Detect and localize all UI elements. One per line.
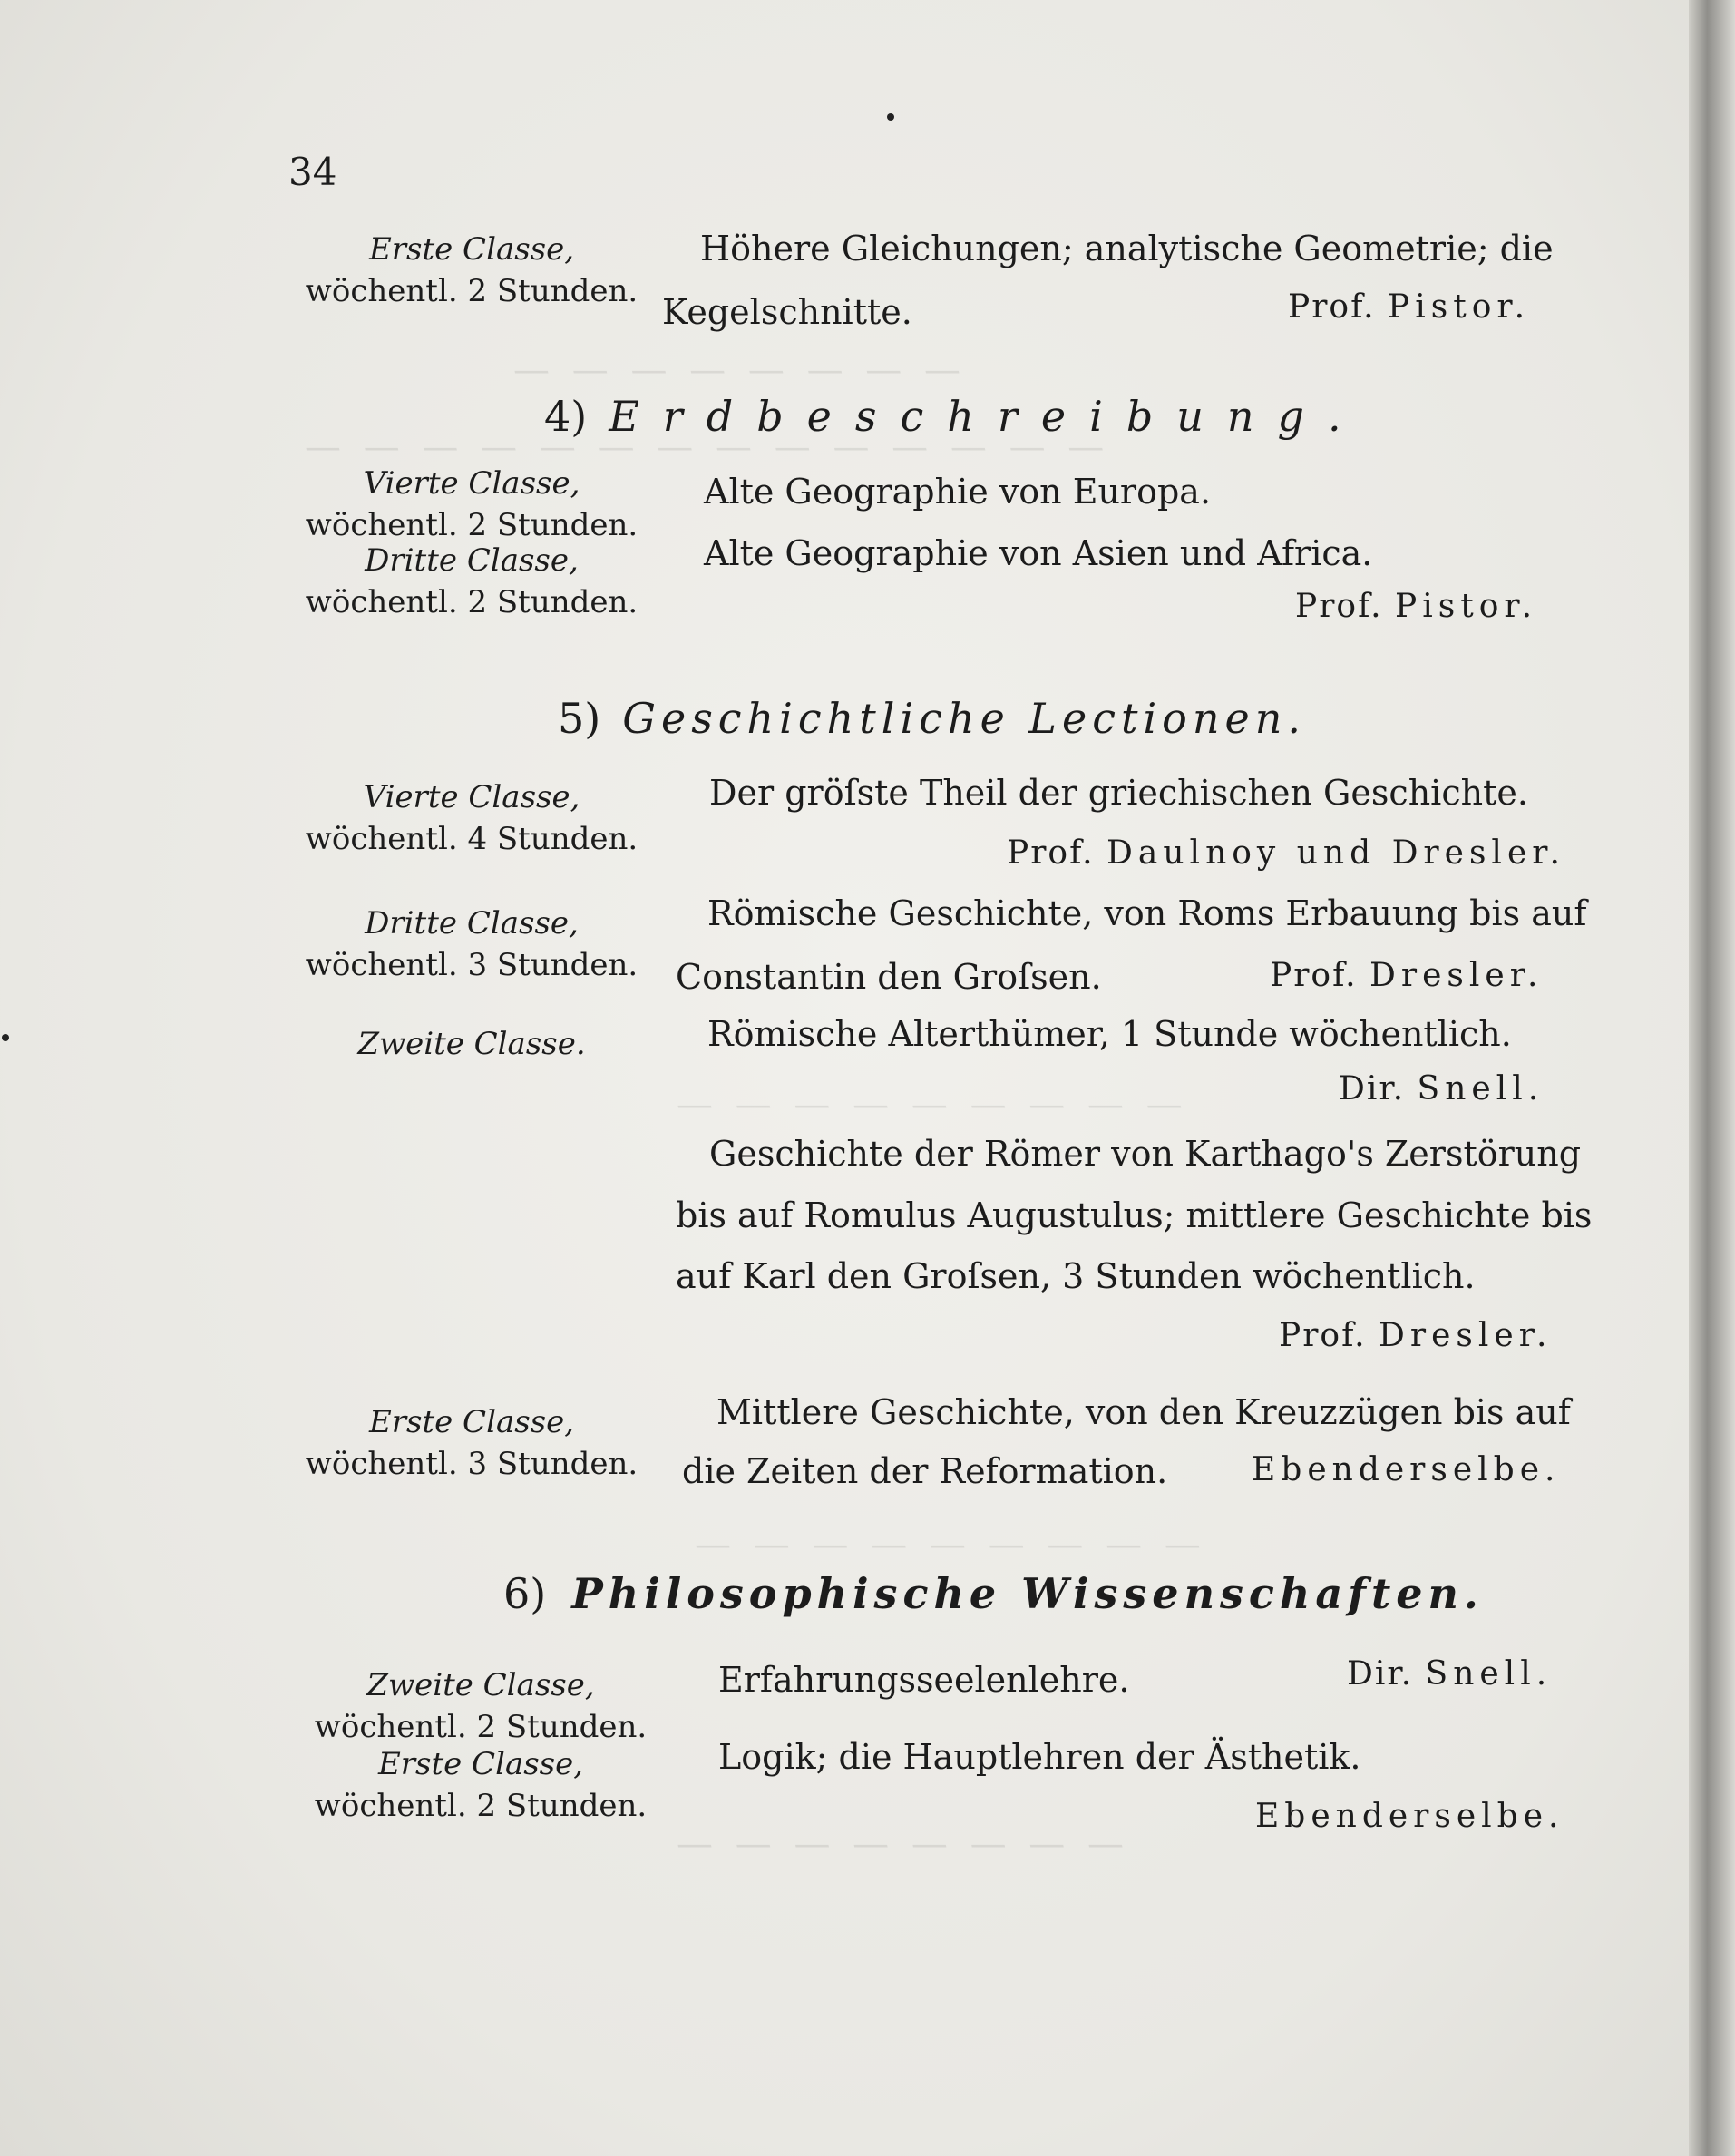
- class-hours: wöchentl. 2 Stunden.: [305, 273, 638, 309]
- teacher: [1339, 1070, 1544, 1107]
- class-label: [281, 463, 662, 546]
- class-label: [281, 229, 662, 312]
- bleed-through: — — — — — — — — — — — — — —: [299, 426, 1105, 468]
- teacher-title: Prof.: [1270, 957, 1358, 994]
- teacher-title: Prof.: [1288, 288, 1376, 326]
- class-name: Dritte Classe,: [365, 905, 579, 941]
- class-hours: wöchentl. 3 Stunden.: [305, 1446, 638, 1482]
- teacher: [1252, 1451, 1560, 1488]
- bleed-through: — — — — — — — — —: [671, 1084, 1183, 1126]
- teacher-name: Snell.: [1425, 1655, 1553, 1693]
- teacher-name: Ebenderselbe.: [1252, 1451, 1561, 1488]
- section-title: Geschichtliche Lectionen.: [622, 694, 1306, 743]
- class-hours: wöchentl. 3 Stunden.: [305, 947, 638, 983]
- teacher-name: Ebenderselbe.: [1255, 1798, 1564, 1835]
- teacher: [1347, 1655, 1552, 1693]
- teacher-name: Dresler.: [1379, 1317, 1553, 1354]
- class-hours: wöchentl. 2 Stunden.: [314, 1709, 648, 1745]
- class-label: [281, 1401, 662, 1485]
- class-name: Vierte Classe,: [363, 779, 580, 815]
- section-heading: [558, 694, 1306, 743]
- course-text-line: Alte Geographie von Europa.: [704, 472, 1212, 512]
- teacher: [1279, 1317, 1552, 1354]
- teacher: [1288, 288, 1530, 326]
- section-heading: [503, 1569, 1484, 1618]
- course-text-line: Römische Alterthümer, 1 Stunde wöchentlich.: [707, 1014, 1512, 1054]
- course-text-line: bis auf Romulus Augustulus; mittlere Geschichte bis: [676, 1195, 1593, 1235]
- class-name: Zweite Classe,: [366, 1667, 595, 1703]
- page-gutter: [1689, 0, 1735, 2156]
- teacher: [1270, 957, 1543, 994]
- course-text-line: Der gröſste Theil der griechischen Geschichte.: [709, 773, 1528, 813]
- course-text-line: Römische Geschichte, von Roms Erbauung bis auf: [707, 893, 1587, 933]
- section-title: Erdbeschreibung.: [609, 392, 1365, 441]
- teacher-title: Prof.: [1295, 588, 1383, 625]
- teacher-title: Dir.: [1347, 1655, 1414, 1693]
- bleed-through: — — — — — — — —: [671, 1823, 1125, 1865]
- section-number: 6): [503, 1569, 547, 1618]
- course-text-line: die Zeiten der Reformation.: [682, 1451, 1168, 1491]
- section-title: Philosophische Wissenschaften.: [571, 1569, 1484, 1618]
- course-text-line: Constantin den Groſsen.: [676, 957, 1102, 997]
- class-label: [281, 1023, 662, 1065]
- class-name: Vierte Classe,: [363, 465, 580, 502]
- teacher-name: Snell.: [1417, 1070, 1545, 1107]
- teacher: [1007, 834, 1565, 872]
- section-number: 5): [558, 694, 601, 743]
- class-hours: wöchentl. 2 Stunden.: [314, 1788, 648, 1824]
- teacher-name: Pistor.: [1388, 288, 1531, 326]
- section-heading: [544, 392, 1365, 441]
- class-name: Erste Classe,: [368, 231, 575, 268]
- course-text-line: Logik; die Hauptlehren der Ästhetik.: [718, 1737, 1361, 1777]
- class-name: Zweite Classe.: [357, 1026, 586, 1062]
- class-name: Dritte Classe,: [365, 542, 579, 579]
- teacher-name: Daulnoy und Dresler.: [1106, 834, 1565, 872]
- teacher-title: Dir.: [1339, 1070, 1406, 1107]
- course-text-line: Geschichte der Römer von Karthago's Zerstörung: [709, 1134, 1582, 1174]
- ink-dot: [2, 1034, 9, 1041]
- teacher-title: Prof.: [1279, 1317, 1367, 1354]
- teacher-title: Prof.: [1007, 834, 1095, 872]
- course-text-line: Alte Geographie von Asien und Africa.: [704, 533, 1373, 573]
- class-label: [290, 1743, 671, 1827]
- teacher-name: Pistor.: [1395, 588, 1538, 625]
- class-name: Erste Classe,: [377, 1746, 584, 1782]
- course-text-line: Mittlere Geschichte, von den Kreuzzügen bis auf: [716, 1392, 1571, 1432]
- class-label: [290, 1664, 671, 1748]
- teacher: [1255, 1798, 1564, 1835]
- course-text-line: Kegelschnitte.: [662, 292, 912, 332]
- section-number: 4): [544, 392, 588, 441]
- class-label: [281, 902, 662, 986]
- teacher: [1295, 588, 1537, 625]
- bleed-through: — — — — — — — —: [508, 349, 961, 391]
- bleed-through: — — — — — — — — —: [689, 1524, 1201, 1566]
- class-hours: wöchentl. 2 Stunden.: [305, 584, 638, 620]
- course-text-line: Erfahrungsseelenlehre.: [718, 1660, 1130, 1700]
- class-label: [281, 776, 662, 860]
- ink-dot: [887, 113, 894, 121]
- page-number: 34: [288, 150, 337, 194]
- class-name: Erste Classe,: [368, 1404, 575, 1440]
- course-text-line: auf Karl den Groſsen, 3 Stunden wöchentlich.: [676, 1256, 1476, 1296]
- class-label: [281, 540, 662, 623]
- course-text-line: Höhere Gleichungen; analytische Geometrie; die: [700, 229, 1554, 268]
- class-hours: wöchentl. 4 Stunden.: [305, 821, 638, 857]
- class-hours: wöchentl. 2 Stunden.: [305, 507, 638, 543]
- teacher-name: Dresler.: [1369, 957, 1544, 994]
